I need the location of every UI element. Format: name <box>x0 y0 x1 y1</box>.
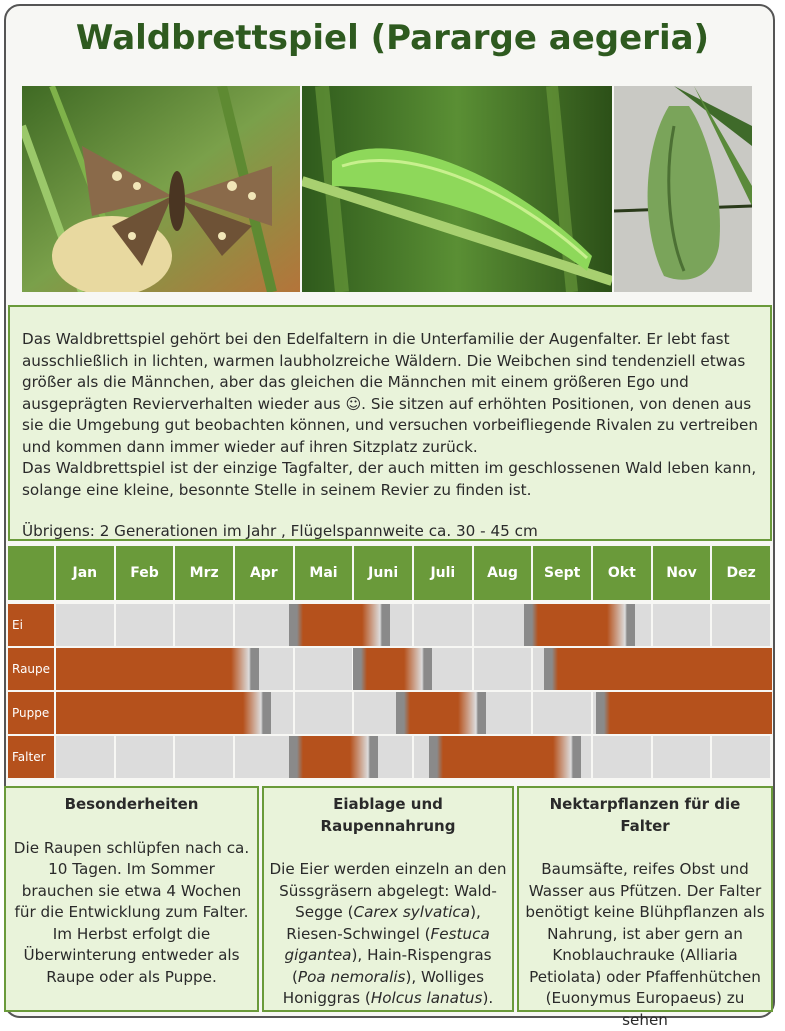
description-paragraph-1: Das Waldbrettspiel gehört bei den Edelfaltern in die Unterfamilie der Augenfalter. Er lebt fast ausschließlich in lichten, warmen laubholzreiche Wäldern. Die Weibchen sind tendenziell etwas größer als die Männchen, aber das gleichen die Männchen mit einem größeren Ego und ausgeprägten Revierverhalten wieder aus ☺. Sie sitzen auf erhöhten Positionen, von denen aus sie die Umgebung gut beobachten können, und versuchen vorbeifliegende Rivalen zu vertreiben und kommen dann immer wieder auf ihren Sitzplatz zurück. <box>22 330 759 456</box>
caterpillar-photo <box>302 86 612 292</box>
special-features-box <box>4 786 259 1012</box>
calendar-cell <box>175 604 233 646</box>
page-title: Waldbrettspiel (Pararge aegeria) <box>75 18 710 58</box>
calendar-cell <box>653 604 711 646</box>
calendar-corner <box>8 546 54 600</box>
stage-period-bar <box>289 736 379 778</box>
nectar-plants-box <box>517 786 773 1029</box>
stage-label-puppe: Puppe <box>8 692 54 734</box>
calendar-cell <box>235 736 293 778</box>
month-header-sept: Sept <box>533 546 591 600</box>
calendar-cell <box>295 692 353 734</box>
life-cycle-calendar <box>8 546 772 778</box>
calendar-cell <box>175 736 233 778</box>
month-header-okt: Okt <box>593 546 651 600</box>
stage-label-falter: Falter <box>8 736 54 778</box>
calendar-cell <box>474 648 532 690</box>
month-header-apr: Apr <box>235 546 293 600</box>
calendar-cell <box>653 736 711 778</box>
description-panel <box>8 305 772 541</box>
pupa-photo <box>614 86 752 292</box>
special-features-heading: Besonderheiten <box>64 795 199 813</box>
stage-period-bar <box>56 692 271 734</box>
egg-laying-heading: Eiablage und Raupennahrung <box>320 795 456 835</box>
calendar-cell <box>474 604 532 646</box>
month-header-juni: Juni <box>354 546 412 600</box>
calendar-cell <box>295 648 353 690</box>
calendar-cell <box>56 604 114 646</box>
stage-period-bar <box>56 648 259 690</box>
calendar-cell <box>56 736 114 778</box>
egg-laying-box <box>262 786 514 1012</box>
stage-period-bar <box>396 692 486 734</box>
butterfly-photo <box>22 86 300 292</box>
calendar-cell <box>414 604 472 646</box>
month-header-nov: Nov <box>653 546 711 600</box>
calendar-cell <box>712 736 770 778</box>
calendar-cell <box>593 736 651 778</box>
stage-label-ei: Ei <box>8 604 54 646</box>
calendar-cell <box>116 604 174 646</box>
month-header-juli: Juli <box>414 546 472 600</box>
stage-period-bar <box>524 604 634 646</box>
nectar-plants-text: Baumsäfte, reifes Obst und Wasser aus Pfützen. Der Falter benötigt keine Blühpflanzen als Nahrung, ist aber gern an Knoblauchrauke (Alliaria Petiolata) oder Pfaffenhütchen (Euonymus Europaeus) zu sehen <box>525 860 765 1029</box>
month-header-jan: Jan <box>56 546 114 600</box>
calendar-cell <box>235 604 293 646</box>
stage-period-bar <box>429 736 581 778</box>
month-header-dez: Dez <box>712 546 770 600</box>
stage-period-bar <box>544 648 772 690</box>
photo-strip <box>22 86 752 292</box>
description-facts: Übrigens: 2 Generationen im Jahr , Flügelspannweite ca. 30 - 45 cm <box>22 522 538 540</box>
special-features-text: Die Raupen schlüpfen nach ca. 10 Tagen. Im Sommer brauchen sie etwa 4 Wochen für die Entwicklung zum Falter. Im Herbst erfolgt die Überwinterung entweder als Raupe oder als Puppe. <box>13 838 250 986</box>
stage-period-bar <box>289 604 390 646</box>
stage-period-bar <box>353 648 432 690</box>
description-paragraph-2: Das Waldbrettspiel ist der einzige Tagfalter, der auch mitten im geschlossenen Wald leben kann, solange eine kleine, besonnte Stelle in seinem Revier zu finden ist. <box>22 459 757 499</box>
nectar-plants-heading: Nektarpflanzen für die Falter <box>549 795 741 835</box>
calendar-cell <box>712 604 770 646</box>
egg-laying-text: Die Eier werden einzeln an den Süssgräsern abgelegt: Wald-Segge (Carex sylvatica), Riesen-Schwingel (Festuca gigantea), Hain-Rispengras (Poa nemoralis), Wolliges Honiggras (Holcus lanatus). <box>269 860 507 1007</box>
calendar-cell <box>533 692 591 734</box>
month-header-aug: Aug <box>474 546 532 600</box>
month-header-mrz: Mrz <box>175 546 233 600</box>
calendar-cell <box>116 736 174 778</box>
stage-label-raupe: Raupe <box>8 648 54 690</box>
stage-period-bar <box>596 692 772 734</box>
month-header-feb: Feb <box>116 546 174 600</box>
month-header-mai: Mai <box>295 546 353 600</box>
